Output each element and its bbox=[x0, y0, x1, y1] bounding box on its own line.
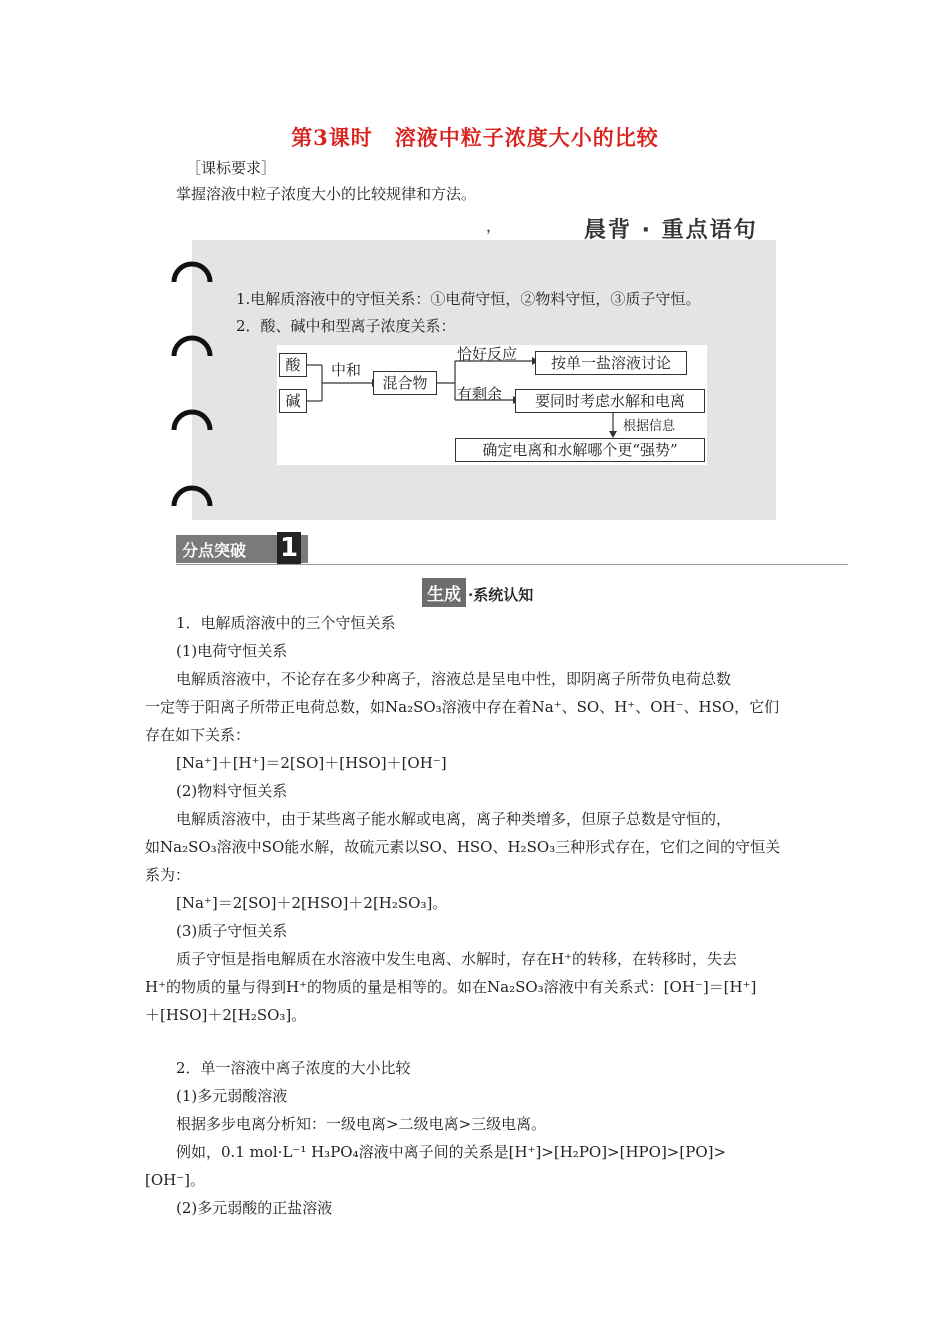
subheading-proton: (3)质子守恒关系 bbox=[176, 922, 288, 940]
paragraph-line: 系为： bbox=[145, 866, 191, 884]
paragraph-line: 一定等于阳离子所带正电荷总数，如Na₂SO₃溶液中存在着Na⁺、SO、H⁺、OH⁻、HSO，它们 bbox=[145, 698, 780, 716]
subheading-normal-salt: (2)多元弱酸的正盐溶液 bbox=[176, 1199, 333, 1217]
divider bbox=[176, 564, 848, 565]
paragraph-line: 质子守恒是指电解质在水溶液中发生电离、水解时，存在H⁺的转移，在转移时，失去 bbox=[176, 950, 738, 968]
section-banner-text: 分点突破 bbox=[182, 541, 247, 560]
neutralization-flowchart bbox=[277, 345, 707, 465]
binder-ring-icon bbox=[170, 254, 214, 298]
binder-ring-icon bbox=[170, 402, 214, 446]
page-title: 第3课时 溶液中粒子浓度大小的比较 bbox=[291, 125, 659, 150]
stray-comma: ， bbox=[486, 217, 502, 235]
heading-2: 2．单一溶液中离子浓度的大小比较 bbox=[176, 1059, 411, 1077]
equation-material: [Na⁺]＝2[SO]＋2[HSO]＋2[H₂SO₃]。 bbox=[176, 894, 448, 912]
paragraph-line: 存在如下关系： bbox=[145, 726, 251, 744]
memo-item-2: 2．酸、碱中和型离子浓度关系： bbox=[236, 317, 456, 335]
subheader-box: 生成 bbox=[422, 578, 466, 607]
section-banner-number: 1 bbox=[277, 532, 301, 564]
flow-acid: 酸 bbox=[279, 353, 307, 377]
flow-base: 碱 bbox=[279, 389, 307, 413]
paragraph-line: H⁺的物质的量与得到H⁺的物质的量是相等的。如在Na₂SO₃溶液中有关系式：[OH⁻]＝[H⁺] bbox=[145, 978, 757, 996]
subheading-charge: (1)电荷守恒关系 bbox=[176, 642, 288, 660]
flow-by-info: 根据信息 bbox=[623, 419, 676, 434]
flow-excess: 有剩余 bbox=[457, 385, 503, 403]
paragraph-line: 如Na₂SO₃溶液中SO能水解，故硫元素以SO、HSO、H₂SO₃三种形式存在，它们之间的守恒关 bbox=[145, 838, 781, 856]
section-banner bbox=[176, 535, 308, 563]
subheader bbox=[422, 578, 533, 607]
equation-charge: [Na⁺]＋[H⁺]＝2[SO]＋[HSO]＋[OH⁻] bbox=[176, 754, 447, 772]
flow-mixture: 混合物 bbox=[373, 371, 437, 395]
requirement-label: ［课标要求］ bbox=[186, 159, 277, 177]
paragraph-line: 例如，0.1 mol·L⁻¹ H₃PO₄溶液中离子间的关系是[H⁺]>[H₂PO]>[HPO]>[PO]> bbox=[176, 1143, 727, 1161]
requirement-text: 掌握溶液中粒子浓度大小的比较规律和方法。 bbox=[176, 185, 477, 203]
memo-item-1: 1.电解质溶液中的守恒关系：①电荷守恒，②物料守恒，③质子守恒。 bbox=[236, 290, 701, 308]
paragraph-line: 根据多步电离分析知：一级电离>二级电离>三级电离。 bbox=[176, 1115, 547, 1133]
paragraph-line: 电解质溶液中，不论存在多少种离子，溶液总是呈电中性，即阴离子所带负电荷总数 bbox=[176, 670, 732, 688]
flow-neutralize: 中和 bbox=[331, 361, 362, 379]
subheader-text: ·系统认知 bbox=[468, 586, 534, 604]
subheading-polyacid: (1)多元弱酸溶液 bbox=[176, 1087, 288, 1105]
binder-ring-icon bbox=[170, 478, 214, 522]
memo-header: 晨背 · 重点语句 bbox=[584, 218, 758, 243]
paragraph-line: [OH⁻]。 bbox=[145, 1171, 206, 1189]
flow-determine: 确定电离和水解哪个更“强势” bbox=[455, 438, 705, 462]
paragraph-line: ＋[HSO]＋2[H₂SO₃]。 bbox=[145, 1006, 307, 1024]
flow-single-salt: 按单一盐溶液讨论 bbox=[535, 351, 687, 375]
subheading-material: (2)物料守恒关系 bbox=[176, 782, 288, 800]
heading-1: 1．电解质溶液中的三个守恒关系 bbox=[176, 614, 396, 632]
flow-consider: 要同时考虑水解和电离 bbox=[515, 389, 705, 413]
flow-exact: 恰好反应 bbox=[457, 345, 518, 363]
binder-ring-icon bbox=[170, 328, 214, 372]
paragraph-line: 电解质溶液中，由于某些离子能水解或电离，离子种类增多，但原子总数是守恒的， bbox=[176, 810, 732, 828]
